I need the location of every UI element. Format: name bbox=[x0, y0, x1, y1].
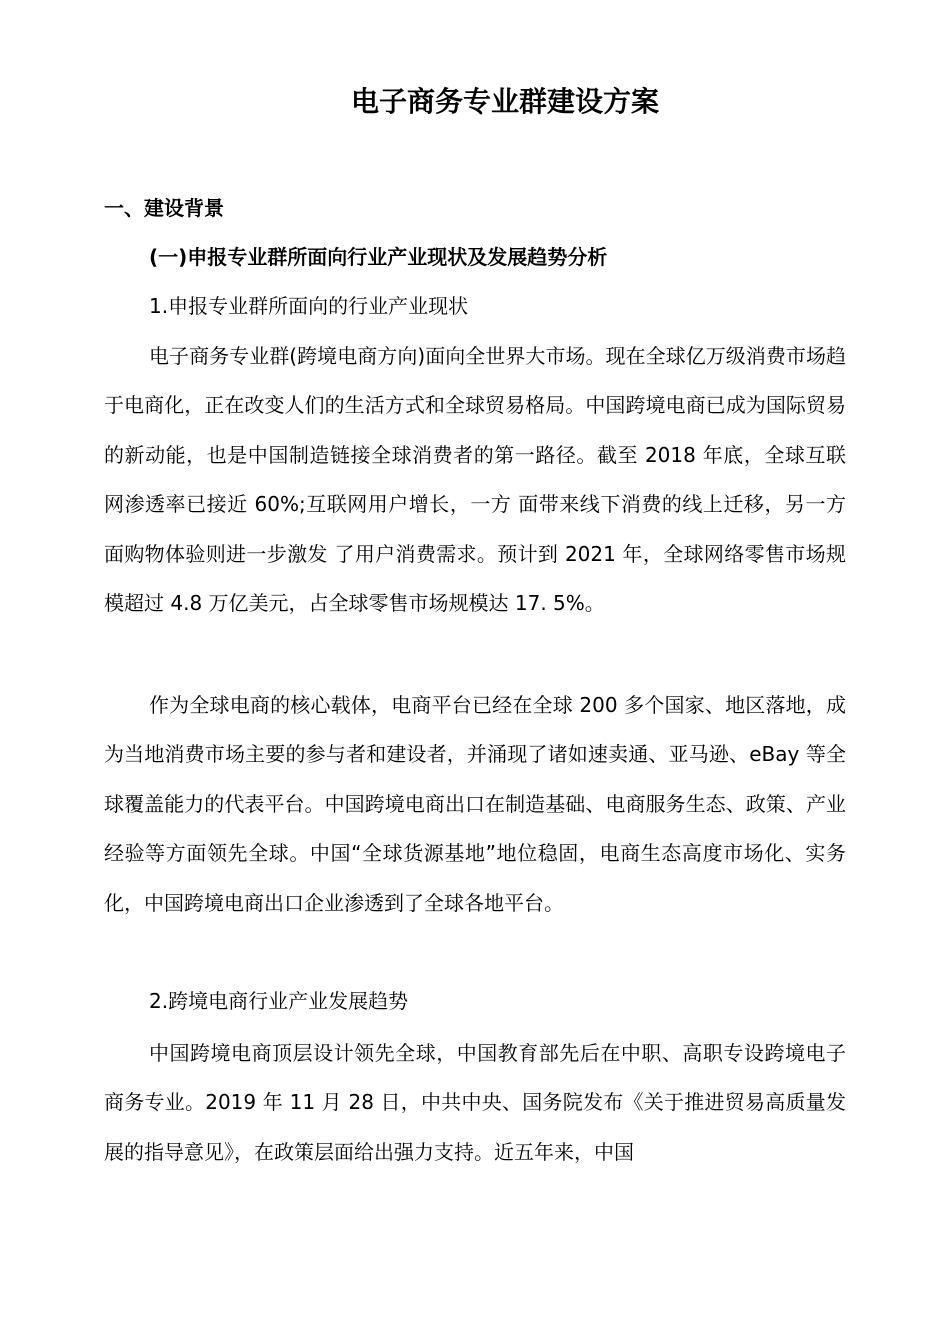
paragraph-platforms: 作为全球电商的核心载体，电商平台已经在全球 200 多个国家、地区落地，成为当地消费市场主要的参与者和建设者，并涌现了诸如速卖通、亚马逊、eBay 等全球覆盖能力的代表平台。中国跨境电商出口在制造基础、电商服务生态、政策、产业经验等方面领先全球。中国“全球货源基地”地位稳固，电商生态高度市场化、实务化，中国跨境电商出口企业渗透到了全球各地平台。 bbox=[104, 693, 846, 915]
paragraph-industry-status: 电子商务专业群(跨境电商方向)面向全世界大市场。现在全球亿万级消费市场趋于电商化，正在改变人们的生活方式和全球贸易格局。中国跨境电商已成为国际贸易的新动能，也是中国制造链接全球消费者的第一路径。截至 2018 年底，全球互联网渗透率已接近 60%;互联网用户增长，一方 面带来线下消费的线上迁移，另一方面购物体验则进一步激发 了用户消费需求。预计到 2021 年，全球网络零售市场规模超过 4.8 万亿美元，占全球零售市场规模达 17. 5%。 bbox=[104, 344, 846, 616]
item-heading-development-trend: 2.跨境电商行业产业发展趋势 bbox=[149, 989, 409, 1013]
section-heading-background: 一、建设背景 bbox=[104, 196, 224, 220]
paragraph-development-trend: 中国跨境电商顶层设计领先全球，中国教育部先后在中职、高职专设跨境电子商务专业。2019 年 11 月 28 日，中共中央、国务院发布《关于推进贸易高质量发展的指导意见》，在政策层面给出强力支持。近五年来，中国 bbox=[104, 1041, 846, 1164]
document-title: 电子商务专业群建设方案 bbox=[350, 85, 659, 118]
item-heading-industry-status: 1.申报专业群所面向的行业产业现状 bbox=[149, 294, 469, 318]
subsection-heading-industry-analysis: (一)申报专业群所面向行业产业现状及发展趋势分析 bbox=[149, 245, 608, 269]
